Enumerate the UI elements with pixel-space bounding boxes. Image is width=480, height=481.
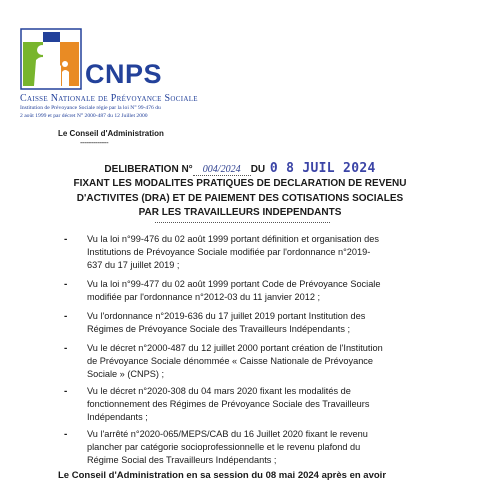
logo-organization-name: Caisse Nationale de Prévoyance Sociale: [20, 93, 198, 104]
item-dash: -: [64, 386, 68, 397]
deliberation-prefix: DELIBERATION N°: [104, 164, 193, 175]
list-item: [87, 428, 427, 467]
item-line: 637 du 17 juillet 2019 ;: [87, 260, 180, 270]
deliberation-du: DU: [250, 164, 266, 175]
item-dash: -: [64, 234, 68, 245]
list-item: [87, 385, 427, 424]
date-stamp: 0 8 JUIL 2024: [269, 161, 376, 176]
closing-statement: Le Conseil d'Administration en sa session du 08 mai 2024 après en avoir: [58, 470, 387, 481]
list-item: [87, 342, 427, 381]
item-line: Indépendants ;: [87, 412, 148, 422]
item-line: Sociale » (CNPS) ;: [87, 369, 165, 379]
item-dash: -: [64, 343, 68, 354]
item-line: Régimes de Prévoyance Sociale des Travailleurs Indépendants ;: [87, 324, 351, 334]
item-line: Vu le décret n°2020-308 du 04 mars 2020 fixant les modalités de: [87, 386, 351, 396]
logo-acronym: CNPS: [85, 59, 163, 89]
item-line: de Prévoyance Sociale dénommée « Caisse Nationale de Prévoyance: [87, 356, 374, 366]
item-dash: -: [64, 429, 68, 440]
item-line: plancher par catégorie socioprofessionnelle et le revenu plafond du: [87, 442, 361, 452]
item-dash: -: [64, 279, 68, 290]
list-item: [87, 233, 427, 272]
item-line: Institutions de Prévoyance Sociale modifiée par l'ordonnance n°2019-: [87, 247, 371, 257]
list-item: [87, 278, 427, 304]
item-line: Vu la loi n°99-477 du 02 août 1999 portant Code de Prévoyance Sociale: [87, 279, 381, 289]
logo-legal-line-1: Institution de Prévoyance Sociale régie par la loi N° 99-476 du: [20, 105, 161, 111]
logo-legal-line-2: 2 août 1999 et par décret N° 2000-487 du 12 Juillet 2000: [20, 112, 148, 119]
council-heading: Le Conseil d'Administration: [58, 129, 164, 138]
item-line: Vu l'ordonnance n°2019-636 du 17 juillet 2019 portant Institution des: [87, 311, 366, 321]
item-line: Vu le décret n°2000-487 du 12 juillet 2000 portant création de l'Institution: [87, 343, 383, 353]
item-line: modifiée par l'ordonnance n°2012-03 du 11 janvier 2012 ;: [87, 292, 321, 302]
title-line-3: PAR LES TRAVAILLEURS INDEPENDANTS: [138, 207, 342, 218]
title-line-1: FIXANT LES MODALITES PRATIQUES DE DECLARATION DE REVENU: [73, 178, 407, 189]
item-dash: -: [64, 311, 68, 322]
item-line: Régime Social des Travailleurs Indépendants ;: [87, 455, 277, 465]
deliberation-number: 004/2024: [193, 164, 251, 176]
item-line: fonctionnement des Régimes de Prévoyance Sociale des Travailleurs: [87, 399, 370, 409]
item-line: Vu la loi n°99-476 du 02 août 1999 portant définition et organisation des: [87, 234, 379, 244]
item-line: Vu l'arrêté n°2020-065/MEPS/CAB du 16 Juillet 2020 fixant le revenu: [87, 429, 368, 439]
title-line-2: D'ACTIVITES (DRA) ET DE PAIEMENT DES COTISATIONS SOCIALES: [76, 192, 404, 204]
council-underline: -------------: [80, 138, 109, 147]
list-item: [87, 310, 427, 336]
